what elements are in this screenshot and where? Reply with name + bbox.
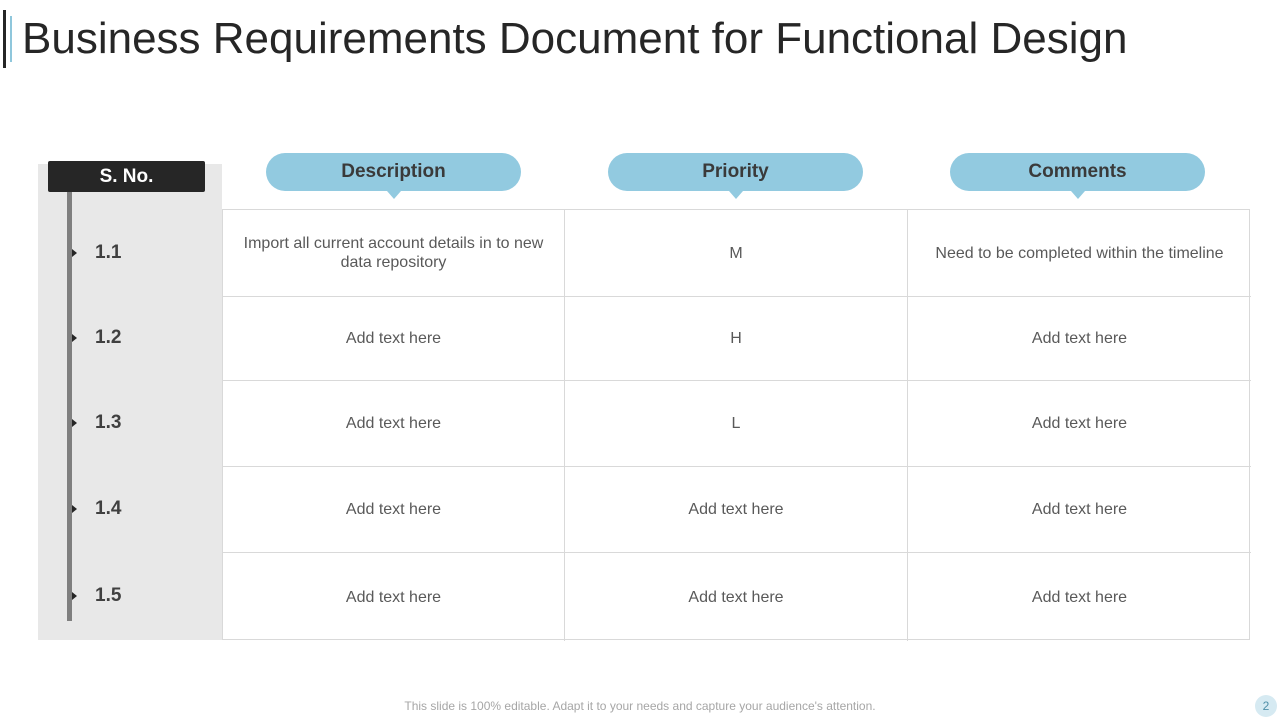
priority-header: Priority xyxy=(608,153,863,191)
sno-number: 1.1 xyxy=(95,242,122,263)
comments-cell: Add text here xyxy=(908,381,1251,467)
description-cell: Add text here xyxy=(223,553,565,641)
priority-cell: Add text here xyxy=(565,553,908,641)
sno-header: S. No. xyxy=(48,161,205,192)
sno-item xyxy=(72,586,121,606)
title-accent-bar xyxy=(3,10,6,68)
sno-number: 1.3 xyxy=(95,412,122,433)
description-header: Description xyxy=(266,153,521,191)
description-cell: Add text here xyxy=(223,467,565,553)
bullet-arrow-icon xyxy=(72,249,77,257)
sno-number: 1.5 xyxy=(95,585,122,606)
comments-cell: Need to be completed within the timeline xyxy=(908,210,1251,297)
comments-cell: Add text here xyxy=(908,297,1251,381)
comments-cell: Add text here xyxy=(1031,588,1128,606)
priority-cell: Add text here xyxy=(565,467,908,553)
comments-header: Comments xyxy=(950,153,1205,191)
bullet-arrow-icon xyxy=(72,592,77,600)
description-cell: Add text here xyxy=(223,381,565,467)
sno-number: 1.4 xyxy=(95,498,122,519)
description-cell: Import all current account details in to new data repository xyxy=(223,210,565,297)
sno-item xyxy=(72,328,121,348)
bullet-arrow-icon xyxy=(72,334,77,342)
sno-item xyxy=(72,413,121,433)
sno-number: 1.2 xyxy=(95,327,122,348)
priority-cell: M xyxy=(565,210,908,297)
sno-column-panel xyxy=(38,164,222,640)
title-accent-line xyxy=(10,16,12,62)
bullet-arrow-icon xyxy=(72,419,77,427)
sno-item xyxy=(72,499,121,519)
bullet-arrow-icon xyxy=(72,505,77,513)
comments-cell: Add text here xyxy=(908,467,1251,553)
page-title: Business Requirements Document for Functional Design xyxy=(22,14,1128,63)
priority-cell: L xyxy=(565,381,908,467)
footer-note: This slide is 100% editable. Adapt it to your needs and capture your audience's attention. xyxy=(404,699,876,713)
priority-cell: H xyxy=(565,297,908,381)
description-cell: Add text here xyxy=(223,297,565,381)
sno-item xyxy=(72,243,121,263)
requirements-table xyxy=(222,209,1250,640)
page-number-badge: 2 xyxy=(1255,695,1277,717)
